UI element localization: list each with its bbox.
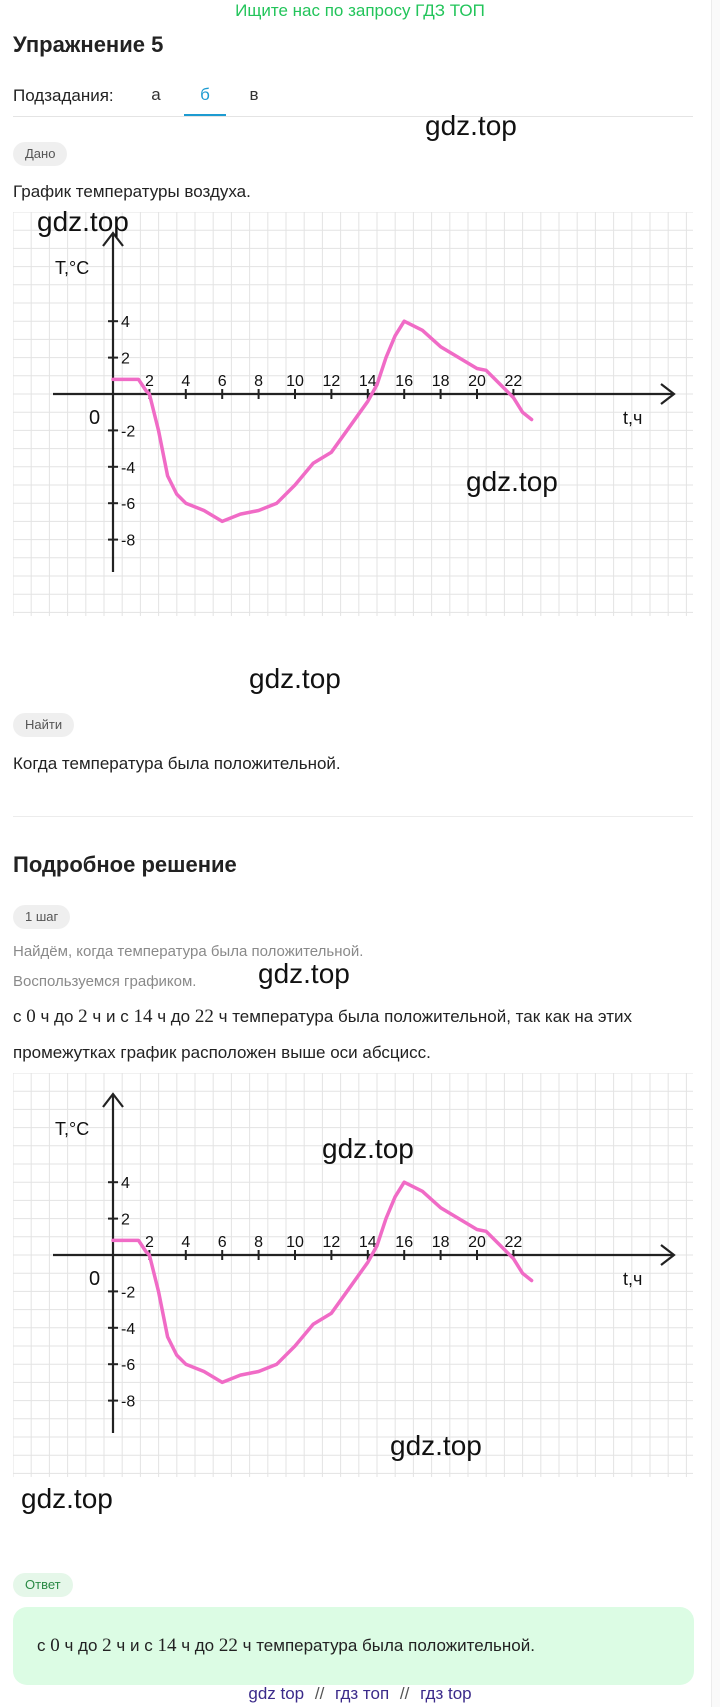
text-run: ч до <box>157 1007 191 1026</box>
y-tick-label: -6 <box>121 1357 136 1375</box>
footer-separator: // <box>314 1684 325 1703</box>
math-value: 2 <box>78 1006 88 1027</box>
x-tick-label: 12 <box>322 373 341 390</box>
x-tick-label: 4 <box>181 373 191 390</box>
math-value: 22 <box>218 1635 238 1656</box>
y-tick-label: 4 <box>121 1175 130 1193</box>
math-value: 0 <box>50 1635 60 1656</box>
solution-hint-2: Воспользуемся графиком. <box>13 973 197 990</box>
watermark: gdz.top <box>258 958 350 989</box>
math-value: 2 <box>102 1635 112 1656</box>
exercise-title: Упражнение 5 <box>13 32 164 57</box>
origin-label: 0 <box>89 1268 101 1290</box>
x-tick-label: 14 <box>358 1234 377 1251</box>
x-tick-label: 18 <box>431 373 450 390</box>
subtask-tab-a[interactable]: а <box>151 85 161 104</box>
y-tick-label: -6 <box>121 496 136 514</box>
y-tick-label: 2 <box>121 1211 130 1229</box>
y-axis-label: T,°C <box>55 1119 90 1139</box>
watermark: gdz.top <box>466 466 558 497</box>
step-pill: 1 шаг <box>13 905 70 929</box>
find-pill: Найти <box>13 713 74 737</box>
x-tick-label: 6 <box>217 1234 227 1251</box>
x-tick-label: 22 <box>504 373 523 390</box>
x-tick-label: 20 <box>468 373 486 390</box>
x-tick-label: 2 <box>144 373 154 390</box>
watermark: gdz.top <box>249 663 341 694</box>
x-tick-label: 8 <box>254 1234 264 1251</box>
x-tick-label: 20 <box>468 1234 486 1251</box>
watermark: gdz.top <box>322 1133 414 1164</box>
footer-links <box>0 1683 720 1705</box>
text-run: ч и с <box>92 1007 129 1026</box>
watermark: gdz.top <box>390 1430 482 1461</box>
text-run: ч до <box>181 1636 215 1655</box>
subtasks-label: Подзадания: <box>13 86 114 105</box>
grid <box>13 212 693 616</box>
y-tick-label: 4 <box>121 314 130 332</box>
math-value: 14 <box>133 1006 153 1027</box>
text-run: с <box>37 1636 46 1655</box>
text-run: ч температура была положительной. <box>242 1636 535 1655</box>
answer-text <box>37 1633 535 1659</box>
y-tick-label: -8 <box>121 532 136 550</box>
text-run: ч до <box>40 1007 74 1026</box>
solution-hint-1: Найдём, когда температура была положительной. <box>13 943 364 960</box>
y-axis-label: T,°C <box>55 258 90 278</box>
y-tick-label: -8 <box>121 1393 136 1411</box>
x-axis-label: t,ч <box>623 408 643 428</box>
subtasks-bar <box>13 80 693 117</box>
footer-link[interactable]: gdz top <box>248 1684 305 1703</box>
x-tick-label: 16 <box>395 1234 414 1251</box>
find-text: Когда температура была положительной. <box>13 754 341 773</box>
given-text: График температуры воздуха. <box>13 182 251 201</box>
y-tick-label: -2 <box>121 423 136 441</box>
y-tick-label: -2 <box>121 1284 136 1302</box>
text-run: ч температура была положительной, так как на этих <box>218 1007 632 1026</box>
solution-title: Подробное решение <box>13 852 237 877</box>
math-value: 0 <box>26 1006 36 1027</box>
watermark: gdz.top <box>21 1483 113 1514</box>
text-run: ч до <box>64 1636 98 1655</box>
answer-box <box>13 1607 694 1685</box>
x-axis-label: t,ч <box>623 1269 643 1289</box>
subtask-tab-b[interactable]: б <box>184 80 226 116</box>
x-tick-label: 4 <box>181 1234 191 1251</box>
x-tick-label: 8 <box>254 373 264 390</box>
y-tick-label: 2 <box>121 350 130 368</box>
footer-link[interactable]: гдз top <box>420 1684 472 1703</box>
x-tick-label: 6 <box>217 373 227 390</box>
x-tick-label: 12 <box>322 1234 341 1251</box>
x-tick-label: 22 <box>504 1234 523 1251</box>
x-tick-label: 2 <box>144 1234 154 1251</box>
solution-text <box>13 1005 632 1029</box>
x-tick-label: 18 <box>431 1234 450 1251</box>
given-pill: Дано <box>13 142 67 166</box>
watermark: gdz.top <box>37 206 129 237</box>
text-run: ч и с <box>116 1636 153 1655</box>
subtask-tab-v[interactable]: в <box>249 85 259 104</box>
temperature-graph <box>13 212 693 652</box>
x-tick-label: 16 <box>395 373 414 390</box>
math-value: 14 <box>157 1635 177 1656</box>
divider <box>13 816 693 817</box>
footer-separator: // <box>399 1684 410 1703</box>
x-tick-label: 10 <box>286 1234 304 1251</box>
x-tick-label: 10 <box>286 373 304 390</box>
y-tick-label: -4 <box>121 459 136 477</box>
y-tick-label: -4 <box>121 1320 136 1338</box>
footer-link[interactable]: гдз топ <box>335 1684 390 1703</box>
x-tick-label: 14 <box>358 373 377 390</box>
watermark: gdz.top <box>425 110 517 141</box>
math-value: 22 <box>194 1006 214 1027</box>
answer-pill: Ответ <box>13 1573 73 1597</box>
solution-text-line2: промежутках график расположен выше оси абсцисс. <box>13 1043 431 1062</box>
scrollbar[interactable] <box>711 0 720 1707</box>
search-banner[interactable]: Ищите нас по запросу ГДЗ ТОП <box>235 1 485 20</box>
text-run: с <box>13 1007 22 1026</box>
origin-label: 0 <box>89 407 101 429</box>
